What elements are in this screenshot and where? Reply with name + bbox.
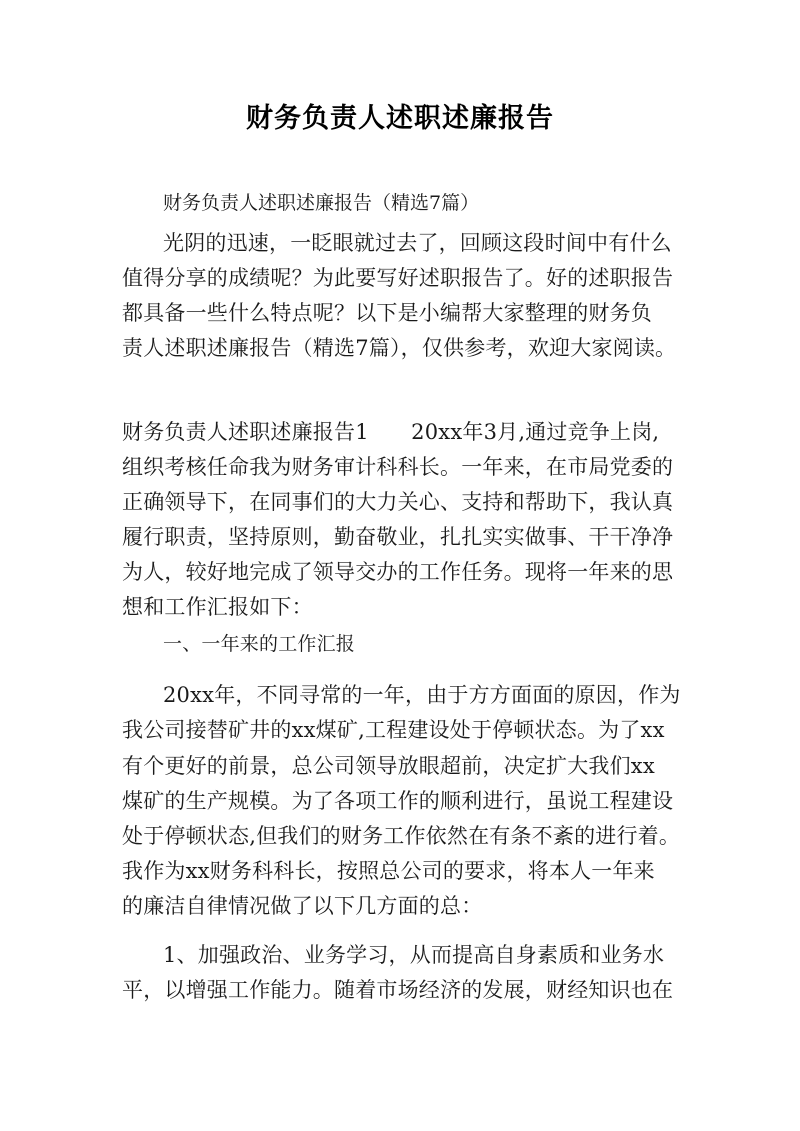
document-subtitle: 财务负责人述职述廉报告（精选7篇） — [163, 192, 480, 214]
section1-line: 煤矿的生产规模。为了各项工作的顺利进行，虽说工程建设 — [122, 789, 674, 813]
section1-line: 我公司接替矿井的xx煤矿,工程建设处于停顿状态。为了xx — [122, 718, 665, 742]
section1-line: 处于停顿状态,但我们的财务工作依然在有条不紊的进行着。 — [122, 824, 681, 848]
intro-line: 光阴的迅速，一眨眼就过去了，回顾这段时间中有什么 — [163, 231, 672, 255]
section1-line: 的廉洁自律情况做了以下几方面的总： — [122, 894, 483, 918]
report1-line: 财务负责人述职述廉报告1 20xx年3月,通过竞争上岗, — [122, 420, 660, 444]
report1-line: 正确领导下，在同事们的大力关心、支持和帮助下，我认真 — [122, 490, 674, 514]
report1-line: 组织考核任命我为财务审计科科长。一年来，在市局党委的 — [122, 455, 674, 479]
section1-line: 20xx年，不同寻常的一年，由于方方面面的原因，作为 — [163, 683, 681, 707]
item1-line: 平，以增强工作能力。随着市场经济的发展，财经知识也在 — [122, 978, 674, 1002]
report1-line: 履行职责，坚持原则，勤奋敬业，扎扎实实做事、干干净净 — [122, 525, 674, 549]
intro-line: 值得分享的成绩呢？为此要写好述职报告了。好的述职报告 — [122, 266, 674, 290]
intro-line: 都具备一些什么特点呢？以下是小编帮大家整理的财务负 — [122, 301, 652, 325]
document-title: 财务负责人述职述廉报告 — [246, 103, 554, 134]
report1-line: 想和工作汇报如下： — [122, 595, 313, 619]
item1-line: 1、加强政治、业务学习，从而提高自身素质和业务水 — [163, 943, 665, 967]
section1-line: 我作为xx财务科科长，按照总公司的要求，将本人一年来 — [122, 859, 655, 883]
section1-line: 有个更好的前景，总公司领导放眼超前，决定扩大我们xx — [122, 754, 655, 778]
intro-line: 责人述职述廉报告（精选7篇），仅供参考，欢迎大家阅读。 — [122, 336, 677, 360]
report1-line: 为人，较好地完成了领导交办的工作任务。现将一年来的思 — [122, 560, 674, 584]
section-heading: 一、一年来的工作汇报 — [163, 633, 356, 655]
